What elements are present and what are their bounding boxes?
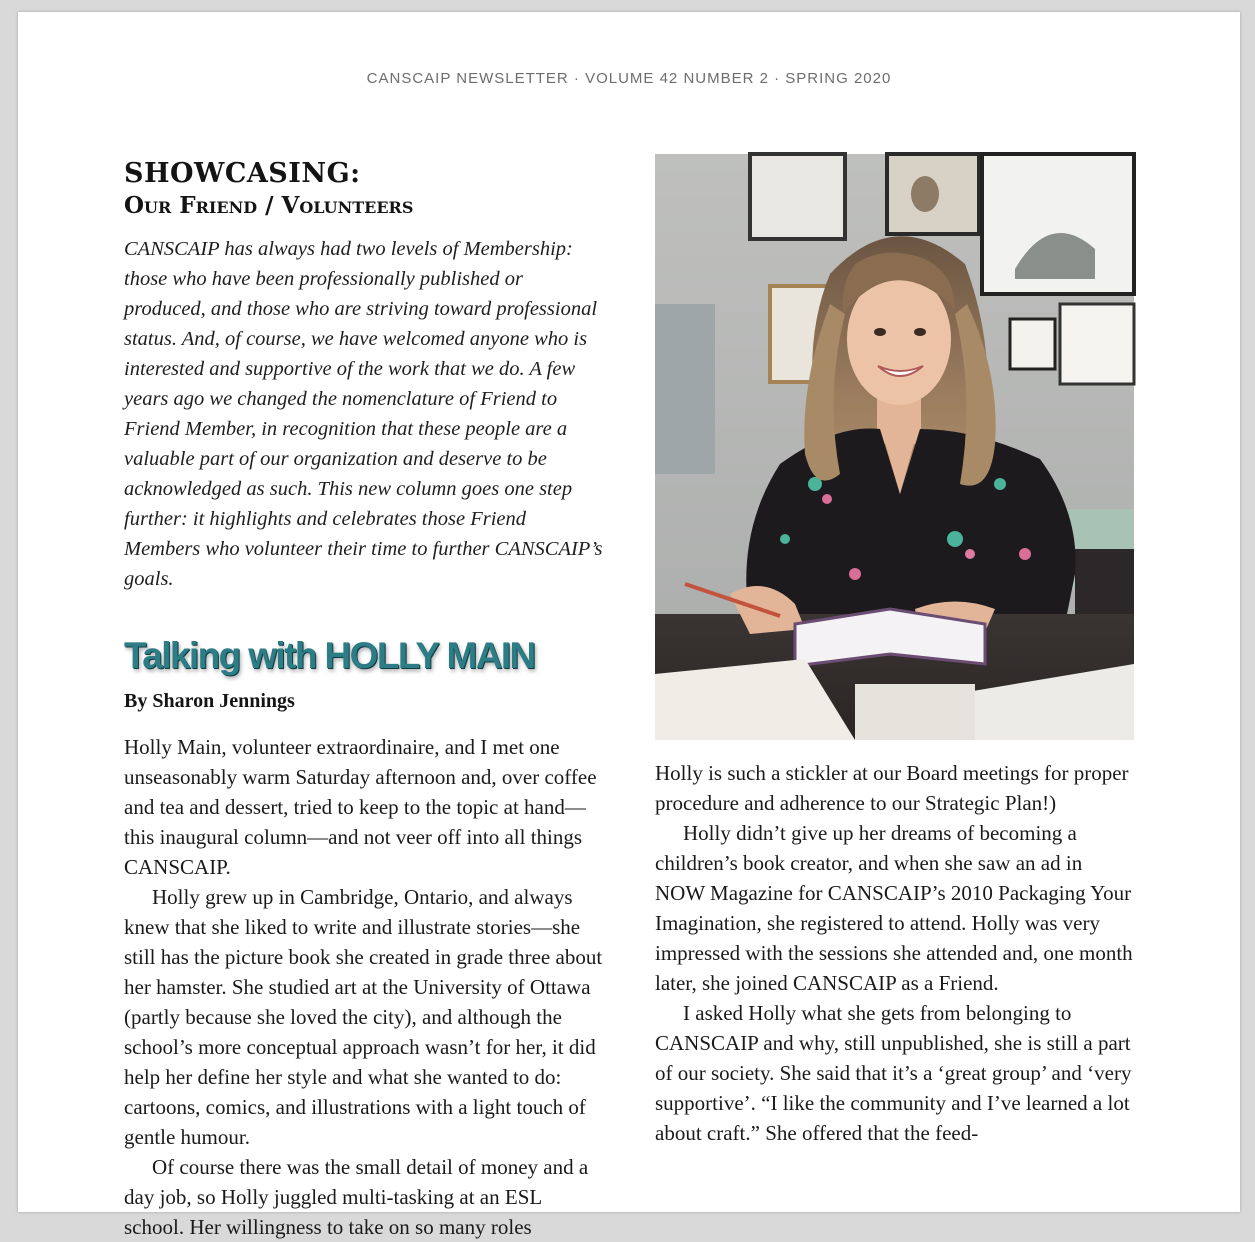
intro-paragraph: CANSCAIP has always had two levels of Membership: those who have been professionally published or produced, and those who are striving toward professional status. And, of course, we have welcomed anyone who is interested and supportive of the work that we do. A few years ago we changed the nomenclature of Friend to Friend Member, in recognition that these people are a valuable part of our organization and deserve to be acknowledged as such. This new column goes one step further: it highlights and celebrates those Friend Members who volunteer their time to further CANSCAIP’s goals. (124, 238, 603, 590)
portrait-illustration (655, 154, 1134, 740)
left-body-text (124, 732, 604, 1242)
left-column (124, 158, 604, 1242)
section-subtitle: Our Friend / Volunteers (124, 192, 414, 219)
body-paragraph: Holly Main, volunteer extraordinaire, and I met one unseasonably warm Saturday afternoon and, over coffee and tea and dessert, tried to keep to the topic at hand—this inaugural column—and not veer off into all things CANSCAIP. (124, 735, 597, 879)
byline: By Sharon Jennings (124, 690, 295, 712)
running-head: CANSCAIP NEWSLETTER · VOLUME 42 NUMBER 2 · SPRING 2020 (366, 70, 892, 87)
newsletter-page (18, 12, 1240, 1239)
portrait-photo (655, 154, 1134, 740)
section-kicker: SHOWCASING: (124, 158, 361, 189)
body-paragraph: Holly didn’t give up her dreams of becoming a children’s book creator, and when she saw an ad in NOW Magazine for CANSCAIP’s 2010 Packaging Your Imagination, she registered to attend. Holly was very impressed with the sessions she attended and, one month later, she joined CANSCAIP as a Friend. (655, 821, 1133, 995)
article-headline: Talking with HOLLY MAIN (124, 635, 535, 676)
right-column (655, 154, 1135, 1148)
body-paragraph: Holly grew up in Cambridge, Ontario, and always knew that she liked to write and illustrate stories—she still has the picture book she created in grade three about her hamster. She studied art at the University of Ottawa (partly because she loved the city), and although the school’s more conceptual approach wasn’t for her, it did help her define her style and what she wanted to do: cartoons, comics, and illustrations with a light touch of gentle humour. (124, 885, 603, 1149)
body-paragraph: Of course there was the small detail of money and a day job, so Holly juggled multi-tasking at an ESL school. Her willingness to take on so many roles (124, 1155, 589, 1239)
body-paragraph: I asked Holly what she gets from belonging to CANSCAIP and why, still unpublished, she is still a part of our society. She said that it’s a ‘great group’ and ‘very supportive’. “I like the community and I’ve learned a lot about craft.” She offered that the feed- (655, 1001, 1132, 1145)
body-paragraph: Holly is such a stickler at our Board meetings for proper procedure and adherence to our Strategic Plan!) (655, 761, 1129, 815)
right-body-text (655, 758, 1135, 1148)
